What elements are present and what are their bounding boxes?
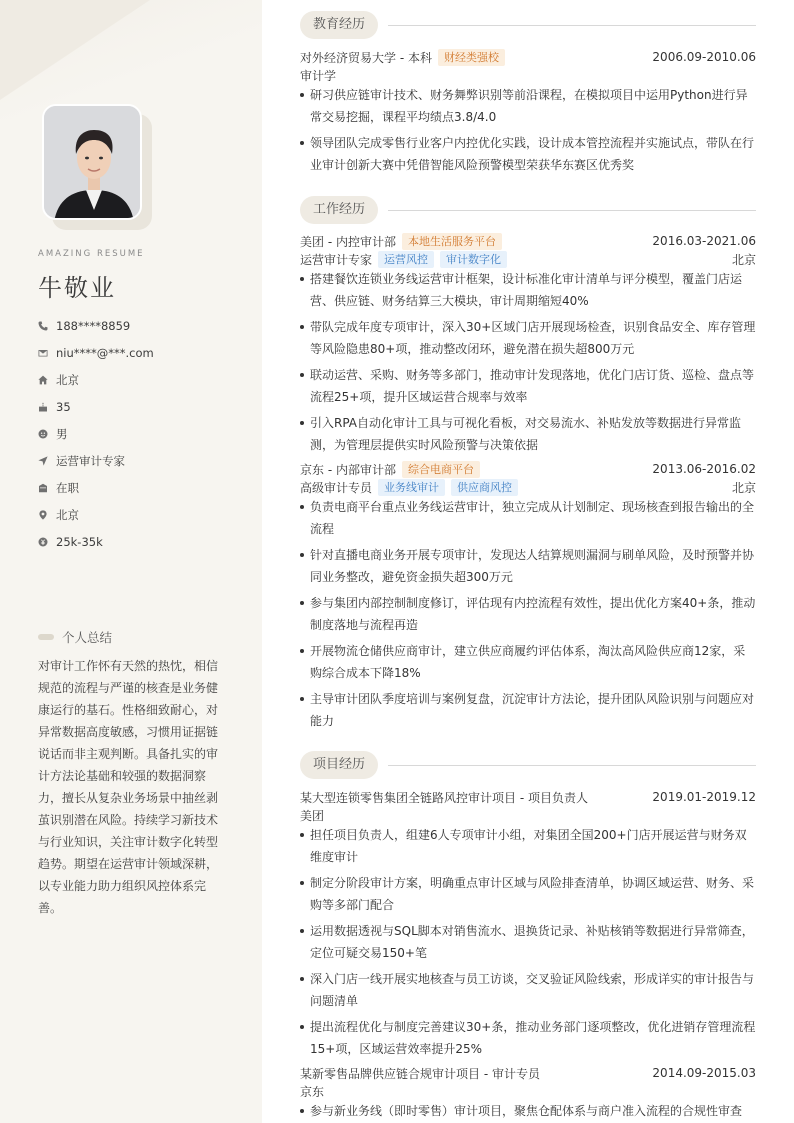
job-2-role: 高级审计专员 bbox=[300, 480, 373, 495]
project-2-org: 京东 bbox=[300, 1084, 325, 1099]
list-item: 深入门店一线开展实地核查与员工访谈，交叉验证风险线索，形成详实的审计报告与问题清单 bbox=[300, 968, 756, 1012]
info-email-text: niu****@***.com bbox=[56, 345, 154, 360]
info-phone-text: 188****8859 bbox=[56, 318, 131, 333]
summary-text: 对审计工作怀有天然的热忱，相信规范的流程与严谨的核查是业务健康运行的基石。性格细致耐心，对异常数据高度敏感，习惯用证据链说话而非主观判断。具备扎实的审计方法论基础和较强的数据洞察力，擅长从复杂业务场景中抽丝剥茧识别潜在风险。持续学习新技术与行业知识，关注审计数字化转型趋势。期望在运营审计领域深耕，以专业能力助力组织风控体系完善。 bbox=[38, 659, 219, 915]
candidate-name: 牛敬业 bbox=[38, 274, 116, 302]
project-2-title-row bbox=[300, 1064, 756, 1082]
job-1-company: 美团 - 内控审计部 bbox=[300, 234, 396, 249]
job-1-company-tag: 本地生活服务平台 bbox=[402, 233, 502, 250]
list-item: 开展物流仓储供应商审计，建立供应商履约评估体系，淘汰高风险供应商12家，采购综合成本下降18% bbox=[300, 640, 756, 684]
job-1-role-row bbox=[300, 250, 756, 268]
job-2-role-tag: 业务线审计 bbox=[378, 479, 445, 496]
list-item: 制定分阶段审计方案，明确重点审计区域与风险排查清单，协调区域运营、财务、采购等多部门配合 bbox=[300, 872, 756, 916]
info-location-text: 北京 bbox=[56, 507, 79, 522]
list-item: 领导团队完成零售行业客户内控优化实践，设计成本管控流程并实施试点，带队在行业审计创新大赛中凭借智能风险预警模型荣获华东赛区优秀奖 bbox=[300, 132, 756, 176]
job-2-company-tag: 综合电商平台 bbox=[402, 461, 480, 478]
info-row-location bbox=[38, 501, 154, 528]
list-item: 联动运营、采购、财务等多部门，推动审计发现落地，优化门店订货、巡检、盘点等流程25+项，提升区域运营合规率与效率 bbox=[300, 364, 756, 408]
sidebar bbox=[0, 0, 262, 1123]
education-school-tag: 财经类强校 bbox=[438, 49, 505, 66]
project-2-bullets bbox=[300, 1100, 756, 1123]
salary-icon bbox=[38, 537, 56, 547]
work-section-title: 工作经历 bbox=[300, 196, 378, 224]
info-row-email bbox=[38, 339, 154, 366]
education-bullets bbox=[300, 84, 756, 180]
project-1-bullets bbox=[300, 824, 756, 1064]
info-salary-text: 25k-35k bbox=[56, 534, 103, 549]
project-1-date: 2019.01-2019.12 bbox=[652, 790, 756, 804]
job-1-company-row bbox=[300, 232, 756, 250]
summary-heading-marker bbox=[38, 634, 54, 640]
project-1-name: 某大型连锁零售集团全链路风控审计项目 - 项目负责人 bbox=[300, 790, 588, 805]
project-2-org-row bbox=[300, 1082, 756, 1100]
job-1-role: 运营审计专家 bbox=[300, 252, 373, 267]
education-school-row bbox=[300, 48, 756, 66]
list-item: 参与集团内部控制制度修订，评估现有内控流程有效性，提出优化方案40+条，推动制度落地与流程再造 bbox=[300, 592, 756, 636]
job-2-city: 北京 bbox=[731, 480, 756, 495]
send-icon bbox=[38, 456, 56, 466]
education-major-row bbox=[300, 66, 756, 84]
info-row-status bbox=[38, 474, 154, 501]
info-row-gender bbox=[38, 420, 154, 447]
location-icon bbox=[38, 510, 56, 520]
list-item: 主导审计团队季度培训与案例复盘，沉淀审计方法论，提升团队风险识别与问题应对能力 bbox=[300, 688, 756, 732]
work-section-heading bbox=[300, 195, 756, 225]
sidebar-corner-decoration bbox=[0, 0, 150, 100]
cake-icon bbox=[38, 402, 56, 412]
info-status-text: 在职 bbox=[56, 480, 79, 495]
list-item: 担任项目负责人，组建6人专项审计小组，对集团全国200+门店开展运营与财务双维度审计 bbox=[300, 824, 756, 868]
projects-section-heading bbox=[300, 750, 756, 780]
mail-icon bbox=[38, 348, 56, 358]
project-2-name: 某新零售品牌供应链合规审计项目 - 审计专员 bbox=[300, 1066, 540, 1081]
project-1-org-row bbox=[300, 806, 756, 824]
job-2-role-tag: 供应商风控 bbox=[451, 479, 518, 496]
projects-section-title: 项目经历 bbox=[300, 751, 378, 779]
avatar-portrait bbox=[44, 106, 142, 220]
list-item: 带队完成年度专项审计，深入30+区域门店开展现场检查，识别食品安全、库存管理等风险隐患80+项，推动整改闭环，避免潜在损失超800万元 bbox=[300, 316, 756, 360]
summary-heading bbox=[38, 628, 112, 646]
info-row-home bbox=[38, 366, 154, 393]
project-1-title-row bbox=[300, 788, 756, 806]
list-item: 研习供应链审计技术、财务舞弊识别等前沿课程，在模拟项目中运用Python进行异常交易挖掘，课程平均绩点3.8/4.0 bbox=[300, 84, 756, 128]
job-2-company-row bbox=[300, 460, 756, 478]
education-section-heading bbox=[300, 10, 756, 40]
education-date: 2006.09-2010.06 bbox=[652, 50, 756, 64]
job-2-bullets bbox=[300, 496, 756, 736]
info-age-text: 35 bbox=[56, 399, 71, 414]
info-row-salary bbox=[38, 528, 154, 555]
section-divider bbox=[388, 25, 756, 26]
info-gender-text: 男 bbox=[56, 426, 68, 441]
info-row-age bbox=[38, 393, 154, 420]
job-1-bullets bbox=[300, 268, 756, 460]
job-1-role-tag: 运营风控 bbox=[378, 251, 434, 268]
job-1-role-tag: 审计数字化 bbox=[440, 251, 507, 268]
list-item: 参与新业务线（即时零售）审计项目，聚焦仓配体系与商户准入流程的合规性审查 bbox=[300, 1100, 756, 1122]
status-icon bbox=[38, 483, 56, 493]
job-2-role-row bbox=[300, 478, 756, 496]
contact-info-list bbox=[38, 312, 154, 555]
education-school: 对外经济贸易大学 - 本科 bbox=[300, 50, 432, 65]
job-1-city: 北京 bbox=[731, 252, 756, 267]
list-item: 负责电商平台重点业务线运营审计，独立完成从计划制定、现场核查到报告输出的全流程 bbox=[300, 496, 756, 540]
project-1-org: 美团 bbox=[300, 808, 325, 823]
phone-icon bbox=[38, 321, 56, 331]
section-divider bbox=[388, 210, 756, 211]
info-target-role-text: 运营审计专家 bbox=[56, 453, 125, 468]
project-2-date: 2014.09-2015.03 bbox=[652, 1066, 756, 1080]
job-2-company: 京东 - 内部审计部 bbox=[300, 462, 396, 477]
list-item: 搭建餐饮连锁业务线运营审计框架，设计标准化审计清单与评分模型，覆盖门店运营、供应链、财务结算三大模块，审计周期缩短40% bbox=[300, 268, 756, 312]
job-1-date: 2016.03-2021.06 bbox=[652, 234, 756, 248]
section-divider bbox=[388, 765, 756, 766]
gender-icon bbox=[38, 429, 56, 439]
list-item: 提出流程优化与制度完善建议30+条，推动业务部门逐项整改，优化进销存管理流程15+项，区域运营效率提升25% bbox=[300, 1016, 756, 1060]
education-section-title: 教育经历 bbox=[300, 11, 378, 39]
list-item: 运用数据透视与SQL脚本对销售流水、退换货记录、补贴核销等数据进行异常筛查，定位可疑交易150+笔 bbox=[300, 920, 756, 964]
avatar bbox=[42, 104, 142, 220]
home-icon bbox=[38, 375, 56, 385]
info-row-phone bbox=[38, 312, 154, 339]
education-major: 审计学 bbox=[300, 68, 337, 83]
list-item: 针对直播电商业务开展专项审计，发现达人结算规则漏洞与刷单风险，及时预警并协同业务整改，避免资金损失超300万元 bbox=[300, 544, 756, 588]
resume-tagline: AMAZING RESUME bbox=[38, 249, 145, 259]
info-hometown-text: 北京 bbox=[56, 372, 79, 387]
job-2-date: 2013.06-2016.02 bbox=[652, 462, 756, 476]
info-row-target-role bbox=[38, 447, 154, 474]
avatar-wrapper bbox=[42, 104, 142, 220]
summary-heading-text: 个人总结 bbox=[62, 630, 113, 645]
list-item: 引入RPA自动化审计工具与可视化看板，对交易流水、补贴发放等数据进行异常监测，为管理层提供实时风险预警与决策依据 bbox=[300, 412, 756, 456]
